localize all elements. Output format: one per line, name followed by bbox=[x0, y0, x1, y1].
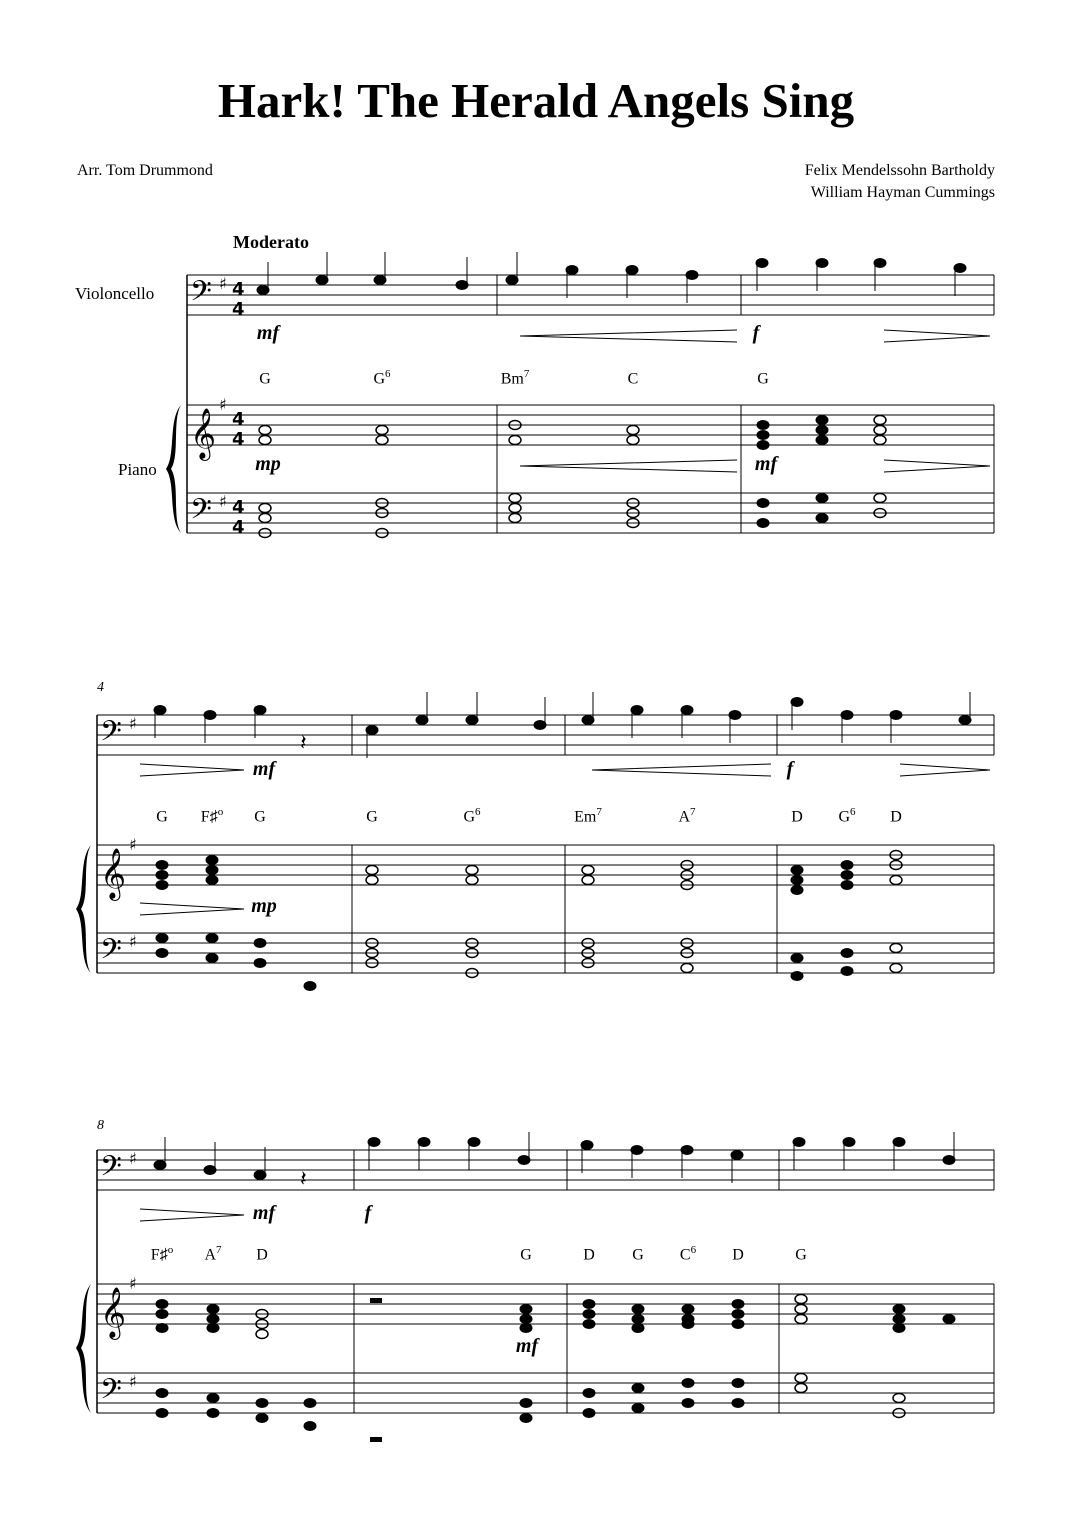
dynamic-marking: mf bbox=[252, 758, 276, 780]
staff-piano-bass-system-2 bbox=[97, 933, 994, 973]
staff-piano-bass-system-1 bbox=[187, 493, 994, 533]
chord-symbol: G bbox=[632, 1246, 644, 1264]
chord-symbol: $G^6$ bbox=[463, 806, 481, 826]
key-sharp: ♯ bbox=[219, 274, 227, 293]
treble-clef: 𝄞 bbox=[100, 848, 127, 899]
dynamic-marking: mf bbox=[515, 1335, 539, 1357]
chord-symbol: G bbox=[366, 808, 378, 826]
time-signature: 4 bbox=[232, 517, 245, 538]
staff-piano-treble-system-1 bbox=[187, 405, 994, 445]
bass-clef: 𝄢 bbox=[100, 1373, 122, 1413]
brace-piano-system-2 bbox=[76, 845, 91, 973]
chord-symbol: $G^6$ bbox=[373, 368, 391, 388]
chord-symbol: F♯$^o$ bbox=[200, 806, 224, 826]
dynamic-marking: f bbox=[786, 758, 794, 780]
staff-cello-system-1 bbox=[187, 275, 994, 315]
measure-number-system-2: 4 bbox=[97, 680, 104, 695]
chord-symbol: $C^6$ bbox=[679, 1244, 697, 1264]
time-signature: 4 bbox=[232, 429, 245, 450]
staff-cello-system-3 bbox=[97, 1150, 994, 1190]
chord-symbol: $A^7$ bbox=[678, 806, 696, 826]
treble-clef: 𝄞 bbox=[190, 408, 217, 459]
key-sharp: ♯ bbox=[129, 1372, 137, 1391]
dynamic-marking: f bbox=[364, 1202, 372, 1224]
bass-clef: 𝄢 bbox=[190, 493, 212, 533]
chord-symbol: G bbox=[156, 808, 168, 826]
staff-piano-treble-system-2 bbox=[97, 845, 994, 885]
key-sharp: ♯ bbox=[129, 714, 137, 733]
chord-symbol: Bm$^7$ bbox=[500, 368, 530, 388]
bass-clef: 𝄢 bbox=[100, 715, 122, 755]
score-title: Hark! The Herald Angels Sing bbox=[217, 73, 855, 128]
bass-clef: 𝄢 bbox=[100, 933, 122, 973]
key-sharp: ♯ bbox=[219, 492, 227, 511]
dynamic-marking: mf bbox=[754, 453, 778, 475]
instrument-label-cello: Violoncello bbox=[75, 284, 155, 303]
dynamic-marking: mp bbox=[255, 453, 281, 475]
bass-clef: 𝄢 bbox=[100, 1150, 122, 1190]
measure-number-system-3: 8 bbox=[97, 1118, 104, 1133]
chord-symbol: D bbox=[256, 1246, 268, 1264]
chord-symbol: D bbox=[583, 1246, 595, 1264]
half-rest bbox=[370, 1437, 382, 1442]
quarter-rest: 𝄽 bbox=[300, 1167, 307, 1192]
chord-symbol: G bbox=[520, 1246, 532, 1264]
chord-symbol: Em$^7$ bbox=[574, 806, 602, 826]
brace-piano-system-3 bbox=[76, 1284, 91, 1413]
key-sharp: ♯ bbox=[129, 835, 137, 854]
composer-name: Felix Mendelssohn Bartholdy bbox=[804, 162, 995, 179]
dynamic-marking: mf bbox=[256, 322, 280, 344]
chord-symbol: D bbox=[890, 808, 902, 826]
time-signature: 4 bbox=[232, 497, 245, 518]
dynamic-marking: f bbox=[752, 322, 760, 344]
instrument-label-piano: Piano bbox=[118, 460, 157, 479]
chord-symbol: G bbox=[254, 808, 266, 826]
arranger-credit: Arr. Tom Drummond bbox=[77, 162, 213, 179]
staff-piano-treble-system-3 bbox=[97, 1284, 994, 1324]
key-sharp: ♯ bbox=[129, 1274, 137, 1293]
chord-symbol: F♯$^o$ bbox=[150, 1244, 174, 1264]
chord-symbol: C bbox=[627, 370, 639, 388]
lyricist-name: William Hayman Cummings bbox=[810, 184, 995, 201]
time-signature: 4 bbox=[232, 409, 245, 430]
tempo-marking: Moderato bbox=[233, 232, 309, 252]
key-sharp: ♯ bbox=[129, 932, 137, 951]
chord-symbol: $A^7$ bbox=[204, 1244, 222, 1264]
key-sharp: ♯ bbox=[219, 395, 227, 414]
chord-symbol: D bbox=[791, 808, 803, 826]
key-sharp: ♯ bbox=[129, 1149, 137, 1168]
staff-piano-bass-system-3 bbox=[97, 1373, 994, 1413]
quarter-rest: 𝄽 bbox=[300, 731, 307, 756]
time-signature: 4 bbox=[232, 299, 245, 320]
half-rest bbox=[370, 1298, 382, 1303]
dynamic-marking: mf bbox=[252, 1202, 276, 1224]
bass-clef: 𝄢 bbox=[190, 275, 212, 315]
chord-symbol: G bbox=[757, 370, 769, 388]
brace-piano-system-1 bbox=[166, 405, 181, 533]
chord-symbol: G bbox=[795, 1246, 807, 1264]
time-signature: 4 bbox=[232, 279, 245, 300]
chord-symbol: $G^6$ bbox=[838, 806, 856, 826]
chord-symbol: D bbox=[732, 1246, 744, 1264]
chord-symbol: G bbox=[259, 370, 271, 388]
treble-clef: 𝄞 bbox=[100, 1287, 127, 1338]
dynamic-marking: mp bbox=[251, 895, 277, 917]
